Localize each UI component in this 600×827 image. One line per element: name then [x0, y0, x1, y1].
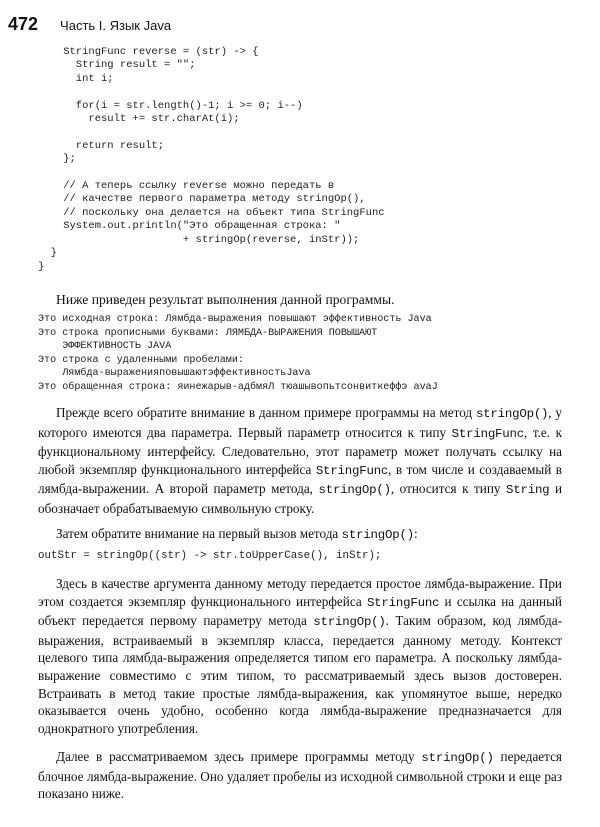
inline-code: String	[506, 483, 550, 498]
para-text: передается блочное лямбда-выражение. Оно удаляет пробелы из исходной символьной строки и еще раз показано ниже.	[38, 749, 562, 802]
program-output: Это исходная строка: Лямбда-выражения повышают эффективность Java Это строка прописными буквами: ЛЯМБДА-ВЫРАЖЕНИЯ ПОВЫШАЮТ ЭФФЕКТИВНОСТЬ JAVA Это строка с удаленными пробелами: Лямбда-выраженияповышаютэффективностьJava Это обращенная строка: яинежарыв-адбмяЛ тюашывопьтсонвиткеффэ avaJ	[38, 314, 438, 393]
para-text: . Таким образом, код лямбда-выражения, встраиваемый в экземпляр класса, передается данному методу. Контекст целевого типа лямбда-выражения определяется типом его параметра. А поскольку лямбда-выражение совместимо с этим типом, то рассматриваемый здесь вызов достоверен. Встраивать в метод такие простые лямбда-выражения, как упомянутое выше, нередко оказывается очень удобно, особенно когда лямбда-выражение предназначается для однократного употребления.	[38, 613, 562, 736]
paragraph-method-params	[38, 404, 562, 518]
page-number: 472	[8, 14, 39, 34]
code-call-example: outStr = stringOp((str) -> str.toUpperCase(), inStr);	[38, 550, 382, 562]
para-text: Здесь в качестве аргумента данному методу передается простое лямбда-выражение. При этом создается экземпляр функционального интерфейса	[38, 576, 562, 609]
inline-code: stringOp()	[341, 528, 414, 542]
para-text: Прежде всего обратите внимание в данном примере программы на метод	[56, 405, 476, 420]
running-title: Часть I. Язык Java	[60, 18, 172, 33]
para-text: , относится к типу	[390, 481, 506, 497]
output-intro: Ниже приведен результат выполнения данной программы.	[56, 292, 395, 307]
paragraph-block-lambda	[38, 748, 562, 803]
paragraph-simple-lambda	[38, 575, 562, 737]
para-text: Далее в рассматриваемом здесь примере программы методу	[56, 749, 422, 764]
para-text: , в том числе и создаваемый в лямбда-выражении. А второй параметр метода,	[38, 461, 562, 497]
inline-code: stringOp()	[318, 483, 391, 498]
para-text: , т.е. к функциональному интерфейсу. Следовательно, этот параметр может получать ссылку на любой экземпляр функционального интерфейса	[38, 424, 562, 477]
inline-code: StringFunc	[366, 595, 440, 610]
inline-code: stringOp()	[313, 615, 386, 630]
inline-code: stringOp()	[421, 751, 494, 765]
page-header	[8, 14, 568, 36]
code-listing: StringFunc reverse = (str) -> { String result = ""; int i; for(i = str.length()-1; i >= 0; i--) result += str.charAt(i); return result; }; // А теперь ссылку reverse можно передать в // качестве первого параметра методу stringOp(), // поскольку она делается на объект типа StringFunc System.out.println("Это обращенная строка: " + stringOp(reverse, inStr)); } }	[38, 46, 385, 273]
inline-code: StringFunc	[451, 426, 524, 441]
para-text: , у которого имеются два параметра. Первый параметр относится к типу	[38, 405, 562, 440]
para-text: и ссылка на данный объект передается первому параметру метода	[38, 593, 562, 629]
para-text: и обозначает обрабатываемую символьную строку.	[38, 481, 562, 516]
para-text: Затем обратите внимание на первый вызов метода	[56, 526, 342, 541]
inline-code: stringOp()	[475, 407, 549, 421]
inline-code: StringFunc	[315, 463, 389, 478]
para-text: :	[413, 526, 418, 541]
paragraph-first-call	[38, 525, 562, 545]
